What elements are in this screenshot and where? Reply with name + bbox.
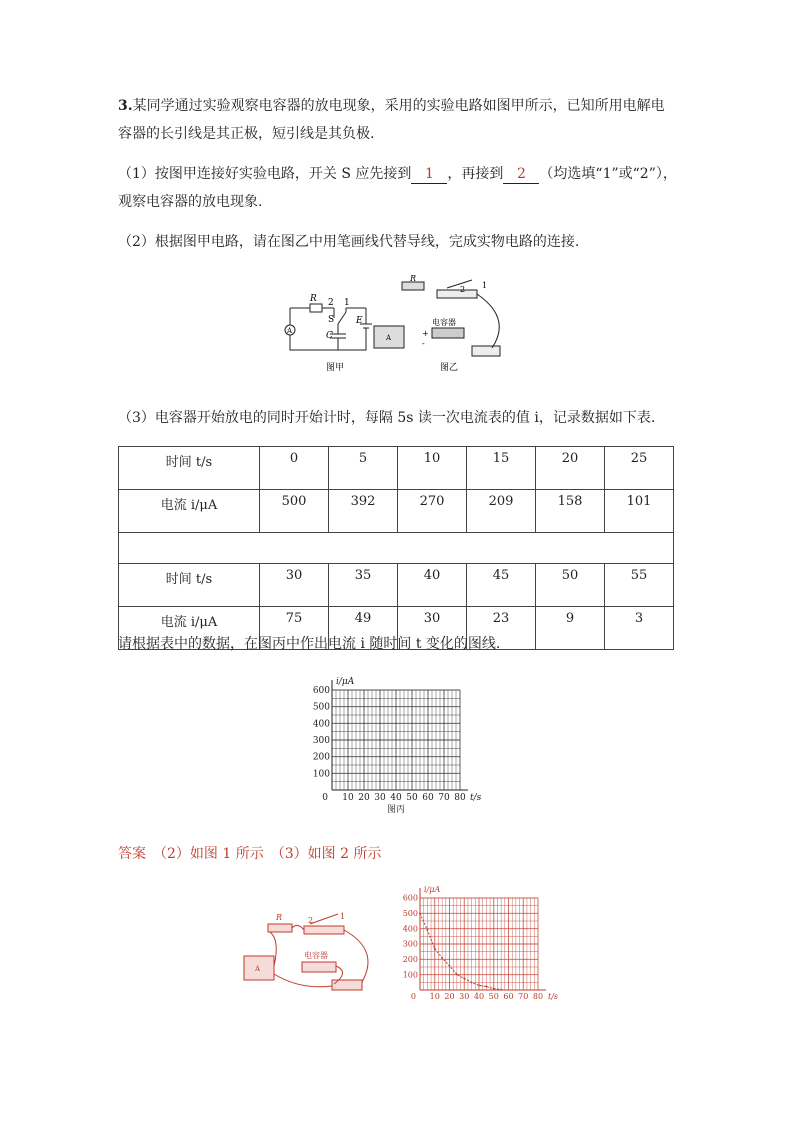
label-plus-yi: + [422, 329, 429, 338]
figure-bing [300, 672, 500, 821]
data-point [456, 974, 458, 976]
y-tick-label: 400 [312, 719, 330, 730]
plot-instruction: 请根据表中的数据，在图丙中作出电流 i 随时间 t 变化的图线. [118, 636, 501, 652]
part2: （2）根据图甲电路，请在图乙中用笔画线代替导线，完成实物电路的连接. [118, 234, 580, 250]
chart-answer [396, 882, 566, 1007]
data-point [449, 965, 451, 967]
table-cell: 49 [329, 607, 398, 650]
x-tick-label: 10 [342, 793, 354, 803]
answer-label-A: A [255, 965, 261, 973]
table-cell: 3 [605, 607, 674, 650]
label-minus-yi: - [422, 339, 425, 348]
x-tick-label: 60 [503, 992, 514, 1001]
current-label: 电流 i/μA [119, 607, 260, 650]
table-cell: 20 [536, 447, 605, 490]
table-cell: 30 [398, 607, 467, 650]
current-label: 电流 i/μA [119, 490, 260, 533]
time-label: 时间 t/s [119, 447, 260, 490]
capacitor-part [432, 328, 464, 338]
table-cell: 30 [260, 564, 329, 607]
figure-jia-yi [282, 274, 522, 382]
data-point [478, 985, 480, 987]
table-cell: 158 [536, 490, 605, 533]
answer-circuit-sketch [240, 910, 380, 1000]
table-cell: 0 [260, 447, 329, 490]
y-tick-label: 600 [312, 686, 330, 696]
question-intro [118, 92, 678, 148]
table-cell: 75 [260, 607, 329, 650]
answer-label-2: 2 [308, 916, 314, 925]
switch-part [437, 290, 477, 298]
y-tick-label: 100 [312, 769, 330, 780]
label-R-yi: R [410, 274, 417, 283]
label-A-jia: A [287, 327, 293, 335]
y-tick-label: 500 [402, 909, 418, 918]
data-point [434, 948, 436, 950]
data-table [118, 446, 674, 650]
resistor-part [402, 282, 424, 290]
table-cell: 50 [536, 564, 605, 607]
label-C: C [326, 331, 333, 341]
table-cell: 101 [605, 490, 674, 533]
origin-label: 0 [410, 992, 416, 1001]
x-tick-label: 30 [374, 793, 386, 803]
part1-blank2: 2 [503, 165, 539, 184]
table-cell: 45 [467, 564, 536, 607]
y-tick-label: 300 [402, 939, 418, 949]
question-number: 3. [118, 98, 133, 114]
answer-label: 答案 [118, 846, 146, 862]
x-tick-label: 50 [406, 793, 418, 803]
label-capacitor-yi: 电容器 [432, 318, 456, 327]
x-tick-label: 20 [444, 992, 455, 1001]
data-point [463, 978, 465, 980]
data-point [493, 988, 495, 990]
x-tick-label: 80 [532, 992, 544, 1001]
question-intro-text: 某同学通过实验观察电容器的放电现象，采用的实验电路如图甲所示，已知所用电解电容器的长引线是其正极，短引线是其负极. [118, 98, 665, 142]
origin-label: 0 [322, 793, 328, 803]
x-axis-label: t/s [470, 793, 482, 803]
part1 [118, 160, 678, 216]
y-tick-label: 300 [312, 736, 330, 746]
table-row [119, 564, 674, 607]
table-cell: 23 [467, 607, 536, 650]
table-cell: 9 [536, 607, 605, 650]
label-2-yi: 2 [460, 285, 466, 294]
caption-yi: 图乙 [440, 363, 459, 373]
x-tick-label: 40 [390, 793, 402, 803]
part3: （3）电容器开始放电的同时开始计时，每隔 5s 读一次电流表的值 i，记录数据如下表. [118, 410, 656, 426]
y-tick-label: 500 [312, 702, 330, 713]
y-tick-label: 200 [402, 955, 418, 964]
x-tick-label: 70 [438, 793, 450, 803]
answer-label-R: R [276, 913, 283, 922]
data-point [485, 986, 487, 988]
table-row [119, 490, 674, 533]
chart-bing [300, 672, 500, 817]
caption-bing: 图丙 [386, 805, 406, 815]
table-cell: 209 [467, 490, 536, 533]
y-tick-label: 100 [402, 970, 418, 980]
answer-resistor [268, 924, 292, 932]
part1-blank1: 1 [411, 165, 447, 184]
x-tick-label: 30 [459, 992, 470, 1001]
table-cell: 35 [329, 564, 398, 607]
answer-figure-1 [240, 910, 380, 1004]
spacer-cell [119, 533, 674, 564]
y-tick-label: 400 [402, 924, 418, 934]
answer-label-1: 1 [340, 912, 346, 921]
label-1-yi: 1 [482, 281, 488, 290]
answer-text: （2）如图 1 所示 （3）如图 2 所示 [160, 846, 382, 862]
label-A-yi: A [386, 334, 392, 342]
answer-line [118, 840, 678, 868]
label-E: E [356, 316, 363, 326]
label-1: 1 [344, 298, 350, 308]
answer-capacitor [302, 962, 336, 972]
label-R: R [310, 294, 317, 304]
x-tick-label: 80 [454, 793, 466, 803]
data-point [441, 957, 443, 959]
x-tick-label: 50 [488, 992, 499, 1001]
x-tick-label: 60 [422, 793, 434, 803]
part1-mid: ，再接到 [447, 166, 504, 182]
time-label: 时间 t/s [119, 564, 260, 607]
table-cell: 10 [398, 447, 467, 490]
table-cell: 5 [329, 447, 398, 490]
part1-prefix: （1）按图甲连接好实验电路，开关 S 应先接到 [118, 166, 412, 182]
answer-label-capacitor: 电容器 [304, 951, 328, 960]
table-row [119, 447, 674, 490]
y-axis-label: i/μA [336, 677, 355, 687]
label-2: 2 [328, 298, 334, 308]
y-tick-label: 200 [312, 752, 330, 763]
table-cell: 15 [467, 447, 536, 490]
data-point [471, 982, 473, 984]
table-cell: 500 [260, 490, 329, 533]
answer-switch [304, 926, 344, 934]
answer-figure-2 [396, 882, 566, 1011]
table-row-spacer [119, 533, 674, 564]
battery-part [472, 346, 500, 356]
table-cell: 25 [605, 447, 674, 490]
y-axis-label: i/μA [424, 885, 441, 894]
data-point [419, 912, 421, 914]
table-cell: 40 [398, 564, 467, 607]
table-cell: 55 [605, 564, 674, 607]
table-cell: 392 [329, 490, 398, 533]
data-point [500, 989, 502, 991]
data-point [426, 929, 428, 931]
label-S: S [328, 315, 335, 325]
x-axis-label: t/s [548, 992, 559, 1001]
x-tick-label: 70 [518, 992, 529, 1001]
circuit-diagrams [282, 274, 522, 378]
y-tick-label: 600 [402, 893, 418, 903]
caption-jia: 图甲 [326, 363, 345, 373]
table-cell: 270 [398, 490, 467, 533]
x-tick-label: 40 [473, 992, 485, 1001]
part1-suffix: （均选填“1”或“2”），观察电容器的放电现象. [118, 166, 677, 210]
x-tick-label: 10 [429, 992, 440, 1001]
x-tick-label: 20 [358, 793, 370, 803]
resistor-symbol [310, 304, 322, 312]
